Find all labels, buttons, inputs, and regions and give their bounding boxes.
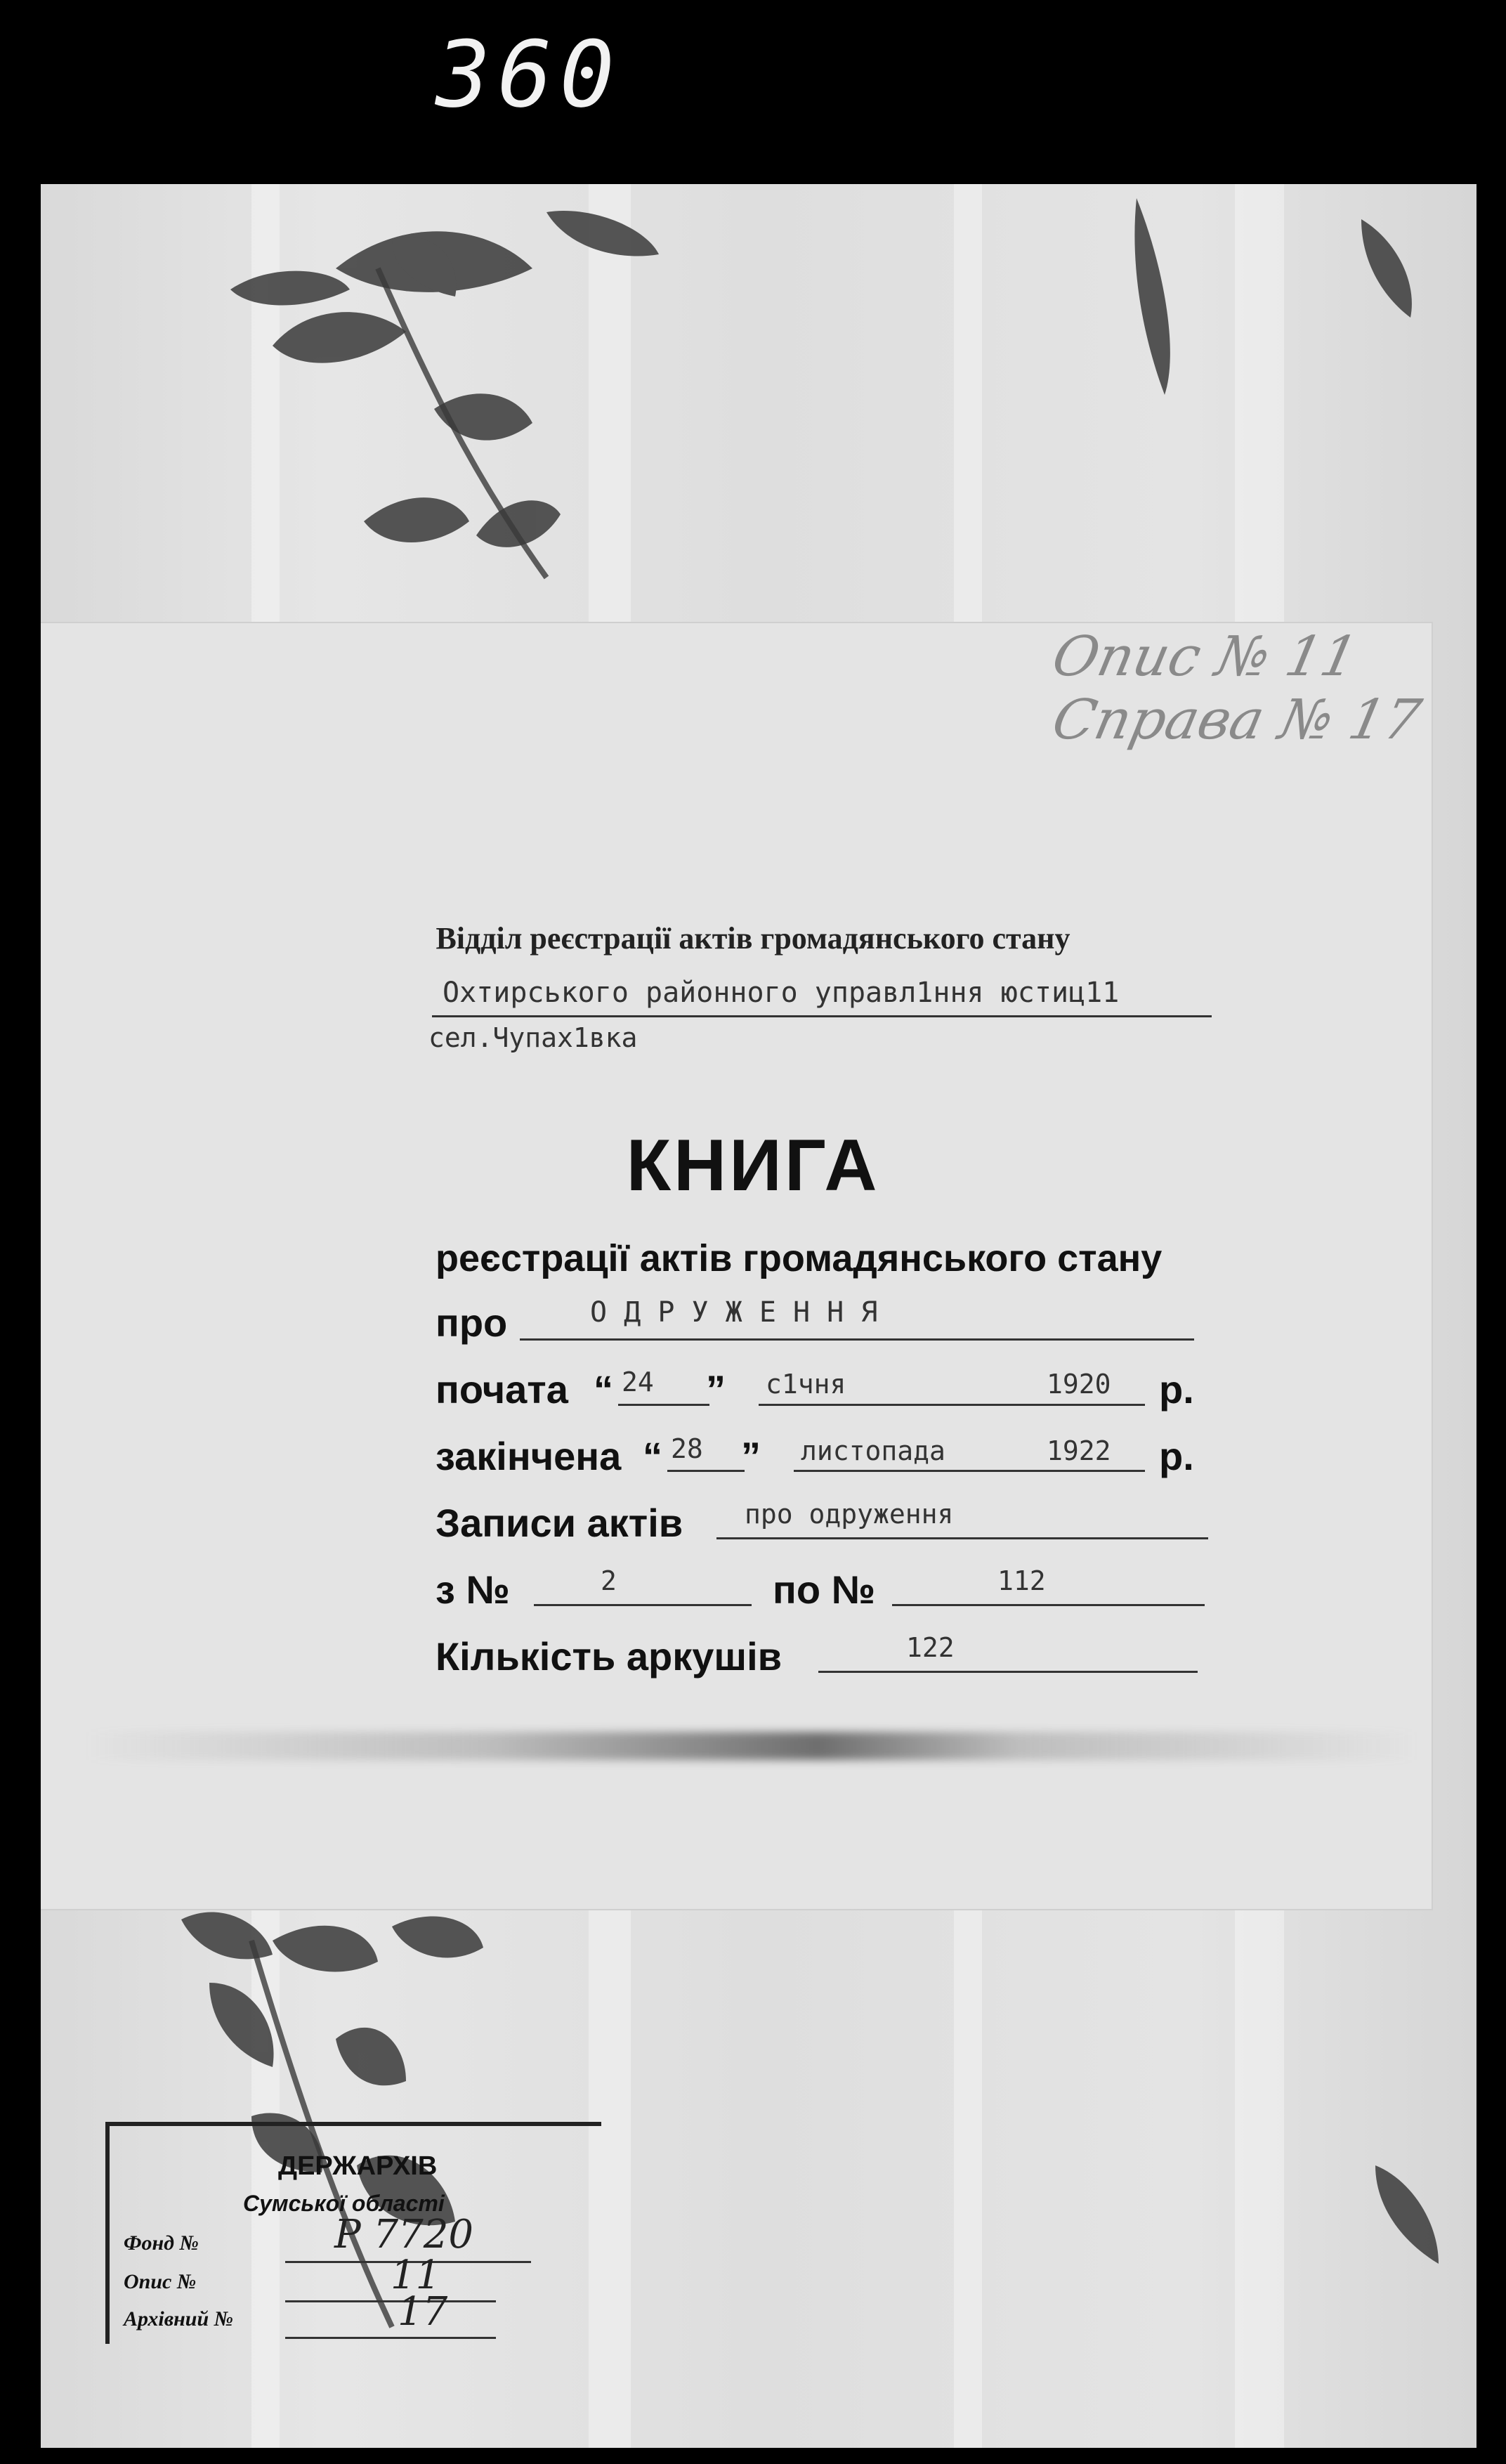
range-from-underline (534, 1604, 752, 1606)
ended-year: 1922 (1047, 1435, 1111, 1466)
ended-month: листопада (801, 1435, 945, 1466)
started-year: 1920 (1047, 1369, 1111, 1400)
archive-note-opys: Опис № 11 (1047, 625, 1363, 689)
records-underline (716, 1537, 1208, 1539)
stamp-sprava-label: Архівний № (124, 2307, 234, 2331)
stamp-opys-label: Опис № (124, 2270, 197, 2293)
range-from-value: 2 (601, 1565, 617, 1596)
scan-smudge (84, 1732, 1419, 1760)
sheets-value: 122 (906, 1632, 955, 1663)
stamp-fond-value: Р 7720 (334, 2212, 473, 2257)
about-value: О Д Р У Ж Е Н Н Я (590, 1296, 878, 1329)
ended-day-underline (667, 1470, 745, 1472)
started-date-underline (759, 1404, 1145, 1406)
stamp-sprava-value: 17 (398, 2289, 448, 2335)
range-to-value: 112 (997, 1565, 1046, 1596)
started-day-underline (618, 1404, 709, 1406)
range-to-underline (892, 1604, 1205, 1606)
ended-year-suffix: р. (1159, 1434, 1194, 1478)
archive-note-sprava: Справа № 17 (1047, 689, 1427, 752)
stamp-opys-underline (285, 2300, 496, 2302)
records-value: про одруження (745, 1499, 954, 1530)
office-line: Охтирського районного управл1ння юстиц11 (443, 977, 1120, 1009)
ended-quote-close: ” (741, 1434, 761, 1478)
sheets-underline (818, 1671, 1198, 1673)
ended-date-underline (794, 1470, 1145, 1472)
ended-label: закінчена (436, 1434, 622, 1478)
range-to-label: по № (773, 1567, 876, 1612)
book-subtitle: реєстрації актів громадянського стану (436, 1237, 1163, 1279)
started-year-suffix: р. (1159, 1367, 1194, 1412)
about-underline (520, 1338, 1194, 1341)
office-underline (432, 1015, 1212, 1017)
ended-day: 28 (671, 1433, 703, 1464)
started-quote-open: “ (594, 1367, 613, 1412)
stamp-subtitle: Сумської області (243, 2191, 445, 2216)
started-quote-close: ” (706, 1367, 726, 1412)
range-from-label: з № (436, 1567, 510, 1612)
stamp-fond-label: Фонд № (124, 2231, 199, 2255)
started-day: 24 (622, 1367, 654, 1397)
about-label: про (436, 1301, 508, 1345)
ended-quote-open: “ (643, 1434, 662, 1478)
stamp-sprava-underline (285, 2337, 496, 2339)
book-title: КНИГА (626, 1125, 880, 1206)
records-label: Записи актів (436, 1501, 683, 1545)
stamp-opys-value: 11 (391, 2253, 441, 2298)
stamp-title: ДЕРЖАРХІВ (278, 2151, 438, 2181)
started-label: почата (436, 1367, 568, 1412)
village-line: сел.Чупах1вка (428, 1022, 638, 1053)
started-month: с1чня (766, 1369, 846, 1400)
department-heading: Відділ реєстрації актів громадянського стану (436, 921, 1070, 956)
folio-number: 360 (436, 21, 622, 128)
sheets-label: Кількість аркушів (436, 1634, 783, 1678)
archive-stamp (105, 2122, 601, 2344)
